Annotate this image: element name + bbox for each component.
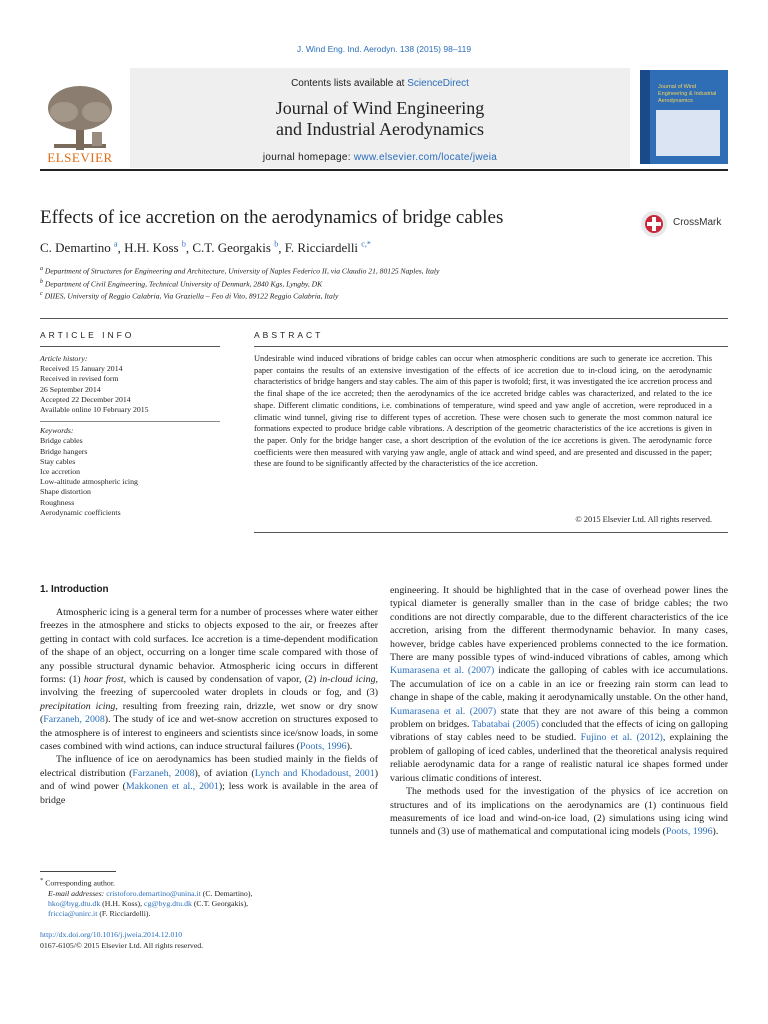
- history-label: Article history:: [40, 354, 88, 363]
- citation-link[interactable]: Kumarasena et al. (2007): [390, 705, 497, 717]
- publisher-name: ELSEVIER: [47, 150, 113, 165]
- citation-link[interactable]: Poots, 1996: [665, 826, 713, 838]
- citation-link[interactable]: Makkonen et al., 2001: [125, 781, 219, 793]
- abstract-heading: ABSTRACT: [254, 330, 324, 340]
- journal-masthead: [40, 68, 728, 172]
- history-item: Received in revised form: [40, 374, 119, 384]
- footnote-corresponding: * Corresponding author.: [40, 877, 115, 888]
- history-item: Received 15 January 2014: [40, 364, 123, 374]
- keyword: Ice accretion: [40, 467, 81, 477]
- citation-link[interactable]: Tabatabai (2005): [471, 719, 539, 731]
- paragraph: Atmospheric icing is a general term for a number of processes where water either freezes in the atmosphere and sticks to objects exposed to the air, or freezes after getting in contact with cold surfaces. Ice accretion is a time-dependent modification of the shape of an object, occurring on a longer time scale compared with those of any possible structural dynamic behavior. Atmospheric icing occurs in different forms: (1) hoar frost, which is caused by condensation of vapor, (2) in-cloud icing, involving the freezing of supercooled water droplets in clouds or fog, and (3) precipitation icing, resulting from freezing rain, drizzle, wet snow or dry snow (Farzaneh, 2008). The study of ice and wet-snow accretion on structures exposed to the atmosphere is of interest to engineers and scientists since ice/snow loads, in some cases combined with wind actions, can induce structural failures (Poots, 1996).: [40, 607, 378, 753]
- footnote-emails: E-mail addresses: cristoforo.demartino@unina.it (C. Demartino), hko@byg.dtu.dk (H.H. Koss), cg@byg.dtu.dk (C.T. Georgakis), friccia@unirc.it (F. Ricciardelli).: [48, 888, 253, 919]
- citation-link[interactable]: Kumarasena et al. (2007): [390, 665, 495, 677]
- author-list: C. Demartino $^a$, H.H. Koss $^b$, C.T. Georgakis $^b$, F. Ricciardelli $^{c,*}$: [40, 240, 371, 256]
- issn-line: 0167-6105/© 2015 Elsevier Ltd. All rights reserved.: [40, 940, 204, 950]
- article-info-heading: ARTICLE INFO: [40, 330, 135, 340]
- affiliations: $^a$ Department of Structures for Engineering and Architecture, University of Naples Federico II, via Claudio 21, 80125 Naples, Italy $^b$ Department of Civil Engineering, Technical University of Denmark, 2840 Kgs, Lyngby, DK $^c$ DIIES, University of Reggio Calabria, Via Graziella – Feo di Vito, 89122 Reggio Calabria, Italy: [40, 266, 440, 301]
- citation-link[interactable]: Poots, 1996: [299, 741, 347, 753]
- author[interactable]: H.H. Koss $^b$: [124, 240, 186, 256]
- divider: [40, 346, 220, 347]
- cover-title: Journal of Wind Engineering & Industrial Aerodynamics: [658, 84, 717, 104]
- keyword: Shape distortion: [40, 487, 91, 497]
- citation-link[interactable]: Farzaneh, 2008: [132, 767, 195, 779]
- history-item: Available online 10 February 2015: [40, 405, 149, 415]
- email-link[interactable]: friccia@unirc.it: [48, 909, 98, 919]
- divider: [254, 346, 728, 347]
- keyword: Low-altitude atmospheric icing: [40, 477, 138, 487]
- abstract-text: Undesirable wind induced vibrations of bridge cables can occur when atmospheric conditions are such to generate ice accretion. This paper contains the results of an extensive investigation of the effects of ice accretion due to in-cloud icing, on the aerodynamic characteristics of bridge hangers and stay cables. The aim of this paper is twofold; first, it was investigated the ice accretion process and the final shape of the ice accreted; then the aerodynamics of the ice accreted bridge cables was characterized, and related to the ice shape. Different climatic conditions, i.e. combinations of temperature, wind speed and yaw angle of accretion, were reproduced in a climatic wind tunnel, giving rise to different types of accretion. These were chosen such to generate the most common natural ice formations expected to produce bridge cable vibrations. A description of the geometric characteristics of the ice accretions is given in the paper. Only for the bridge hanger case, a short description of the evolution of the ice accretions is given. The aerodynamic force coefficients were then measured with varying yaw angle, angle of attack and wind speed, and are presented and discussed in the paper; these are found to be significantly affected by the characteristics of the ice accretion.: [254, 354, 712, 469]
- doi-block: [40, 930, 203, 951]
- article-title: Effects of ice accretion on the aerodynamics of bridge cables: [40, 207, 504, 228]
- history-item: 26 September 2014: [40, 384, 101, 394]
- masthead-rule: [40, 169, 728, 171]
- paragraph: The methods used for the investigation of the physics of ice accretion on structures and of its implications on the aerodynamics are (1) continuous field measurements of ice load and wind-on-ice load, (2) simulations using icing wind tunnels and (3) use of mathematical and computational icing models (Poots, 1996).: [390, 786, 728, 838]
- homepage-line: journal homepage: www.elsevier.com/locate/jweia: [262, 152, 498, 163]
- keyword: Bridge cables: [40, 436, 83, 446]
- keyword: Bridge hangers: [40, 446, 88, 456]
- paragraph: engineering. It should be highlighted that in the case of overhead power lines the typical diameter is generally smaller than in the case of bridge cables; the two conditions are not directly comparable, due to the different characteristics of the ice accretion, arising from the different thermodynamic behavior. In many cases, however, bridge cables have experienced problems connected to the ice formation. There are many possible types of wind-induced vibrations of cables, among which Kumarasena et al. (2007) indicate the galloping of cables with ice accumulations. The accumulation of ice on a cable in an ice or freezing rain storm can lead to change in shape of the cable, making it aerodynamically unstable. On the other hand, Kumarasena et al. (2007) state that they are not aware of this being a common problem on bridges. Tabatabai (2005) concluded that the effects of icing on galloping vibrations of stay cables need to be studied. Fujino et al. (2012), explaining the problem of galloping of iced cables, underlined that the theoretical analysis required reliable aerodynamic data for a range of realistic natural ice shapes formed under various climatic conditions of interest.: [390, 585, 728, 784]
- footnote-rule: [40, 871, 116, 872]
- email-link[interactable]: cristoforo.demartino@unina.it: [106, 888, 201, 898]
- journal-cover-thumbnail[interactable]: [640, 70, 728, 164]
- author[interactable]: F. Ricciardelli $^{c,*}$: [284, 240, 371, 256]
- divider: [40, 318, 728, 319]
- crossmark-badge[interactable]: [640, 208, 730, 242]
- article-info: [40, 354, 220, 518]
- doi-link[interactable]: http://dx.doi.org/10.1016/j.jweia.2014.12.010: [40, 930, 183, 939]
- keywords-label: Keywords:: [40, 426, 74, 436]
- divider: [40, 421, 220, 422]
- citation-link[interactable]: Farzaneh, 2008: [43, 714, 105, 726]
- keyword: Roughness: [40, 497, 75, 507]
- history-item: Accepted 22 December 2014: [40, 394, 131, 404]
- author[interactable]: C.T. Georgakis $^b$: [192, 240, 279, 256]
- paragraph: The influence of ice on aerodynamics has been studied mainly in the fields of electrical distribution (Farzaneh, 2008), of aviation (Lynch and Khodadoust, 2001) and of wind power (Makkonen et al., 2001); less work is available in the area of bridge: [40, 754, 378, 806]
- email-link[interactable]: cg@byg.dtu.dk: [143, 899, 192, 908]
- body-column-left: [40, 606, 378, 807]
- keyword: Stay cables: [40, 456, 76, 466]
- citation-line[interactable]: J. Wind Eng. Ind. Aerodyn. 138 (2015) 98–119: [296, 44, 472, 54]
- citation-link[interactable]: Lynch and Khodadoust, 2001: [254, 767, 375, 779]
- crossmark-label: CrossMark: [673, 217, 722, 228]
- keyword: Aerodynamic coefficients: [40, 507, 121, 517]
- email-link[interactable]: hko@byg.dtu.dk: [48, 899, 101, 908]
- crossmark-icon: [640, 210, 668, 238]
- journal-title: Journal of Wind Engineering and Industrial Aerodynamics: [275, 98, 485, 139]
- citation-link[interactable]: Fujino et al. (2012): [580, 732, 663, 744]
- journal-homepage-link[interactable]: www.elsevier.com/locate/jweia: [353, 152, 498, 163]
- masthead-center: [130, 68, 630, 168]
- abstract-copyright: © 2015 Elsevier Ltd. All rights reserved.: [575, 515, 712, 524]
- author[interactable]: C. Demartino $^a$: [40, 240, 118, 256]
- contents-line: Contents lists available at ScienceDirect: [291, 78, 469, 89]
- body-column-right: [390, 584, 728, 839]
- divider: [254, 532, 728, 533]
- sciencedirect-link[interactable]: ScienceDirect: [407, 78, 469, 89]
- footnotes: [40, 876, 378, 919]
- section-heading-introduction: 1. Introduction: [40, 584, 109, 595]
